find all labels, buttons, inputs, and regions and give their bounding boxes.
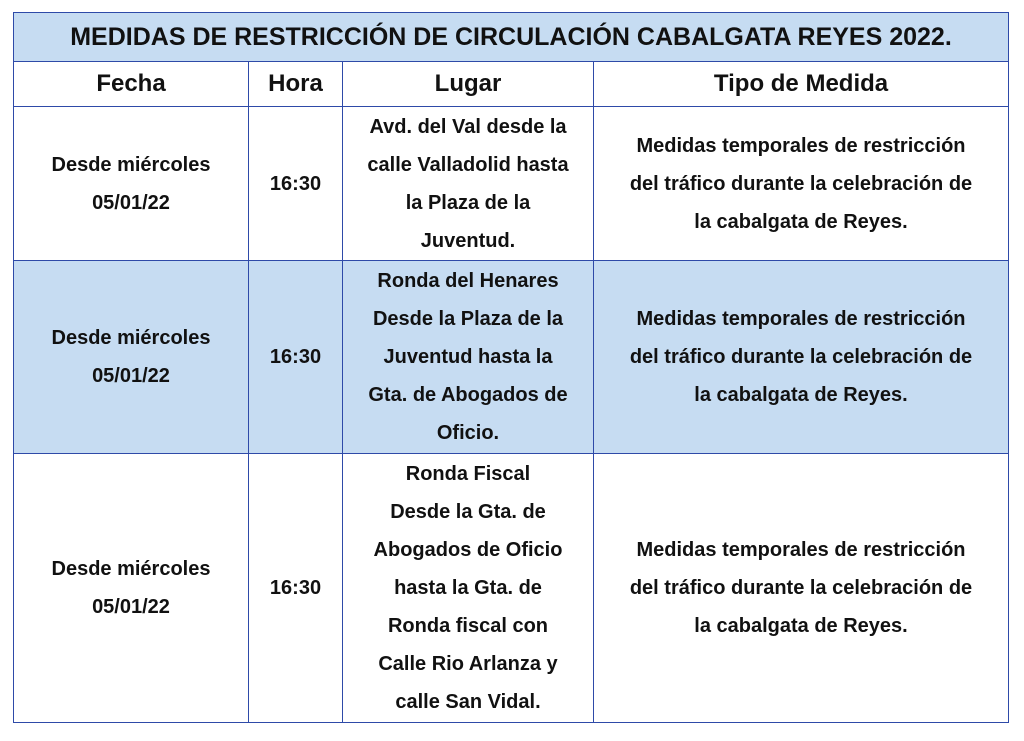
header-hora: Hora [249,62,343,107]
cell-line: Desde miércoles [51,327,211,349]
cell-line: 05/01/22 [92,365,170,387]
table-row [14,454,1009,723]
cell-line: Calle Rio Arlanza y [378,653,558,675]
cell-fecha [14,107,249,261]
cell-line: Medidas temporales de restricción [636,539,966,561]
cell-line: Ronda Fiscal [405,463,531,485]
cell-lugar [343,454,594,723]
cell-tipo [594,107,1009,261]
header-lugar: Lugar [343,62,594,107]
cell-tipo [594,261,1009,454]
cell-line: Desde miércoles [51,558,211,580]
table-row [14,107,1009,261]
cell-line: Oficio. [436,422,500,444]
cell-line: hasta la Gta. de [394,577,542,599]
cell-fecha [14,261,249,454]
cell-line: Medidas temporales de restricción [636,134,966,157]
cell-line: Ronda del Henares [377,270,559,292]
cell-line: del tráfico durante la celebración de [629,172,973,195]
cell-line: del tráfico durante la celebración de [629,346,973,368]
cell-line: la Plaza de la [405,191,531,214]
cell-line: Desde la Gta. de [390,501,546,523]
cell-line: la cabalgata de Reyes. [694,384,908,406]
cell-line: Desde miércoles [51,153,211,176]
cell-line: Desde la Plaza de la [372,308,564,330]
cell-line: Juventud hasta la [383,346,553,368]
cell-hora: 16:30 [249,107,343,261]
cell-fecha [14,454,249,723]
cell-line: Abogados de Oficio [373,539,563,561]
table-row [14,261,1009,454]
cell-hora: 16:30 [249,261,343,454]
cell-line: calle Valladolid hasta [367,153,569,176]
cell-line: Gta. de Abogados de [368,384,568,406]
cell-line: Juventud. [420,229,516,252]
cell-line: la cabalgata de Reyes. [694,210,908,233]
cell-line: la cabalgata de Reyes. [694,615,908,637]
cell-line: Medidas temporales de restricción [636,308,966,330]
cell-hora: 16:30 [249,454,343,723]
header-tipo: Tipo de Medida [594,62,1009,107]
cell-line: Avd. del Val desde la [369,115,567,138]
restriction-table [13,12,1009,723]
cell-tipo [594,454,1009,723]
cell-line: Ronda fiscal con [387,615,549,637]
cell-lugar [343,261,594,454]
table-title: MEDIDAS DE RESTRICCIÓN DE CIRCULACIÓN CABALGATA REYES 2022. [14,13,1009,62]
header-fecha: Fecha [14,62,249,107]
cell-line: 05/01/22 [92,596,170,618]
cell-line: del tráfico durante la celebración de [629,577,973,599]
cell-line: 05/01/22 [92,191,170,214]
cell-line: calle San Vidal. [395,691,541,713]
cell-lugar [343,107,594,261]
